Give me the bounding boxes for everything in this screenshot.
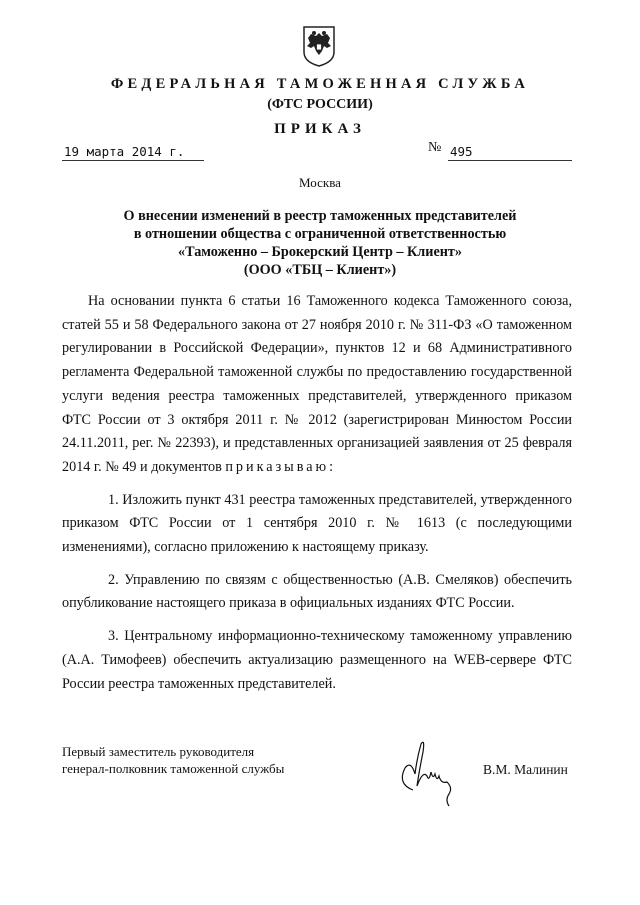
order-body — [62, 290, 572, 696]
order-number: 495 — [448, 144, 572, 161]
order-subject — [0, 207, 640, 279]
order-date: 19 марта 2014 г. — [62, 144, 204, 161]
order-word: приказываю: — [225, 458, 337, 475]
position-line: генерал-полковник таможенной службы — [62, 761, 285, 776]
document-type-title: ПРИКАЗ — [274, 121, 366, 137]
position-line: Первый заместитель руководителя — [62, 744, 255, 759]
agency-short-name: (ФТС РОССИИ) — [267, 97, 373, 112]
coat-of-arms-icon — [301, 24, 337, 68]
order-item-1: 1. Изложить пункт 431 реестра таможенных представителей, утвержденного приказом ФТС России от 1 сентября 2010 г. № 1613 (с последующими изменениями), согласно приложению к настоящему приказу. — [62, 491, 572, 556]
subject-line: «Таможенно – Брокерский Центр – Клиент» — [178, 244, 462, 260]
subject-line: (ООО «ТБЦ – Клиент») — [243, 262, 397, 278]
subject-line: О внесении изменений в реестр таможенных представителей — [123, 208, 517, 224]
preamble-text: На основании пункта 6 статьи 16 Таможенного кодекса Таможенного союза, статей 55 и 58 Федерального закона от 27 ноября 2010 г. № 311-ФЗ «О таможенном регулировании в Российской Федерации», пунктов 12 и 68 Административного регламента Федеральной таможенной службы по предоставлению государственной услуги ведения реестра таможенных представителей, утвержденного приказом ФТС России от 3 октября 2011 г. № 2012 (зарегистрирован Минюстом России 24.11.2011, рег. № 22393), и представленных организацией заявления от 25 февраля 2014 г. № 49 и документов — [62, 293, 572, 475]
city: Москва — [299, 175, 341, 190]
subject-line: в отношении общества с ограниченной ответственностью — [133, 226, 507, 242]
signatory-name: В.М. Малинин — [483, 762, 568, 777]
order-item-3: 3. Центральному информационно-техническому таможенному управлению (А.А. Тимофеев) обеспечить актуализацию размещенного на WEB-сервере ФТС России реестра таможенных представителей. — [62, 628, 572, 692]
preamble-paragraph — [62, 290, 572, 480]
handwritten-signature-icon — [395, 738, 465, 808]
agency-name: ФЕДЕРАЛЬНАЯ ТАМОЖЕННАЯ СЛУЖБА — [110, 76, 530, 92]
signatory-position — [62, 743, 284, 777]
order-item-2: 2. Управлению по связям с общественностью (А.В. Смеляков) обеспечить опубликование настоящего приказа в официальных изданиях ФТС России. — [62, 571, 572, 612]
number-sign: № — [428, 140, 442, 155]
